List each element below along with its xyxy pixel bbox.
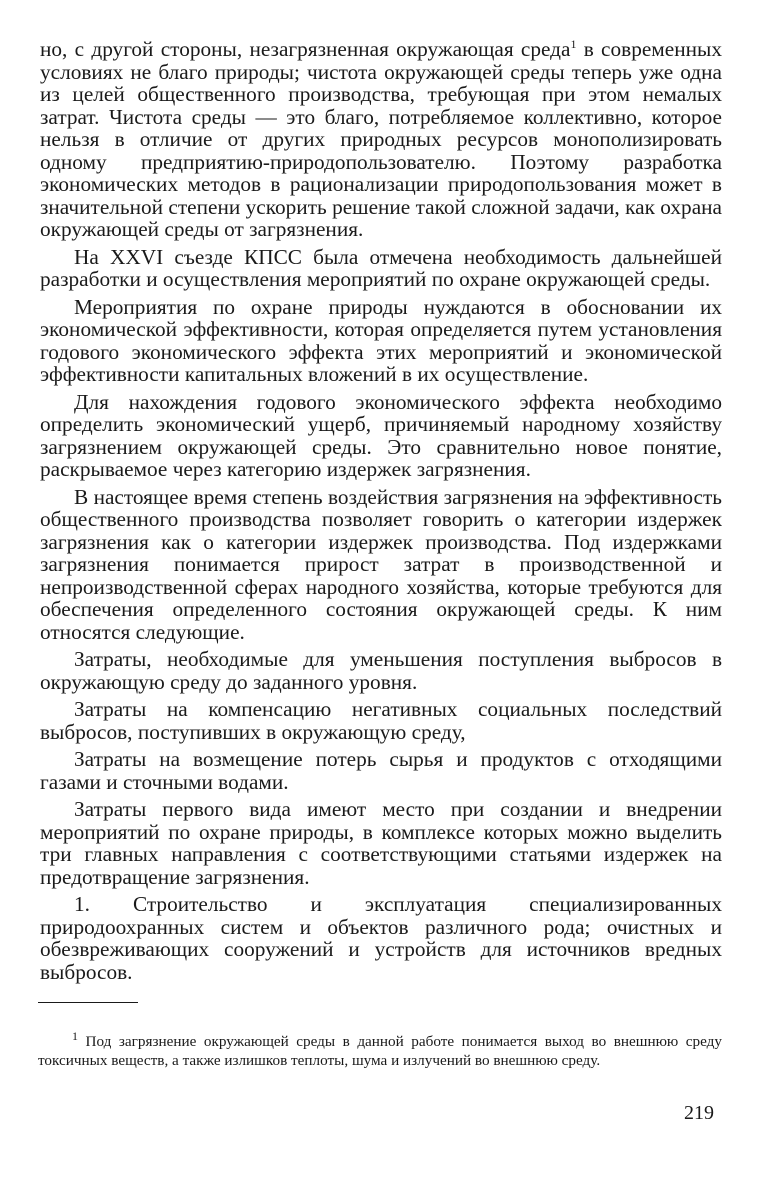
page-body [40, 38, 722, 983]
paragraph-first-type-costs: Затраты первого вида имеют место при создании и внедрении мероприятий по охране природы, в комплексе которых можно выделить три главных направления с соответствующими статьями издержек на предотвращение загрязнения. [40, 797, 722, 889]
list-item-emission-reduction: Затраты, необходимые для уменьшения поступления выбросов в окружающую среду до заданного уровня. [40, 647, 722, 694]
paragraph-text-start: но, с другой стороны, незагрязненная окружающая среда [40, 37, 571, 61]
footnote [38, 1028, 722, 1070]
paragraph-measures: Мероприятия по охране природы нуждаются в обосновании их экономической эффективности, которая определяется путем установления годового экономического эффекта этих мероприятий и экономической эффективности капитальных вложений в их осуществление. [40, 294, 722, 386]
paragraph-pollution-costs: В настоящее время степень воздействия загрязнения на эффективность общественного производства позволяет говорить о категории издержек загрязнения как о категории издержек производства. Под издержками загрязнения понимается прирост затрат в производственной и непроизводственной сферах народного хозяйства, которые требуются для обеспечения определенного состояния окружающей среды. К ним относятся следующие. [40, 484, 722, 644]
footnote-mark: 1 [72, 1028, 78, 1043]
footnote-text: Под загрязнение окружающей среды в данной работе понимается выход во внешнюю среду токсичных веществ, а также излишков теплоты, шума и излучений во внешнюю среду. [38, 1033, 722, 1069]
footnote-separator [38, 1002, 138, 1003]
paragraph-congress: На XXVI съезде КПСС была отмечена необходимость дальнейшей разработки и осуществления мероприятий по охране окружающей среды. [40, 244, 722, 291]
page-number: 219 [684, 1102, 714, 1124]
list-item-social-compensation: Затраты на компенсацию негативных социальных последствий выбросов, поступивших в окружающую среду, [40, 697, 722, 744]
paragraph-annual-effect: Для нахождения годового экономического эффекта необходимо определить экономический ущерб, причиняемый народному хозяйству загрязнением окружающей среды. Это сравнительно новое понятие, раскрываемое через категорию издержек загрязнения. [40, 389, 722, 481]
list-item-loss-recovery: Затраты на возмещение потерь сырья и продуктов с отходящими газами и сточными водами. [40, 747, 722, 794]
paragraph-continuation [40, 38, 722, 241]
footnote-reference-mark[interactable]: 1 [570, 36, 577, 51]
paragraph-text-end: в современных условиях не благо природы; чистота окружающей среды теперь уже одна из целей общественного производства, требующая при этом немалых затрат. Чистота среды — это благо, потребляемое коллективно, которое нельзя в отличие от других природных ресурсов монополизировать одному предприятию-природопользователю. Поэтому разработка экономических методов в рационализации природопользования может в значительной степени ускорить решение такой сложной задачи, как охрана окружающей среды от загрязнения. [40, 37, 722, 241]
list-item-construction: 1. Строительство и эксплуатация специализированных природоохранных систем и объектов различного рода; очистных и обезвреживающих сооружений и устройств для источников вредных выбросов. [40, 892, 722, 984]
